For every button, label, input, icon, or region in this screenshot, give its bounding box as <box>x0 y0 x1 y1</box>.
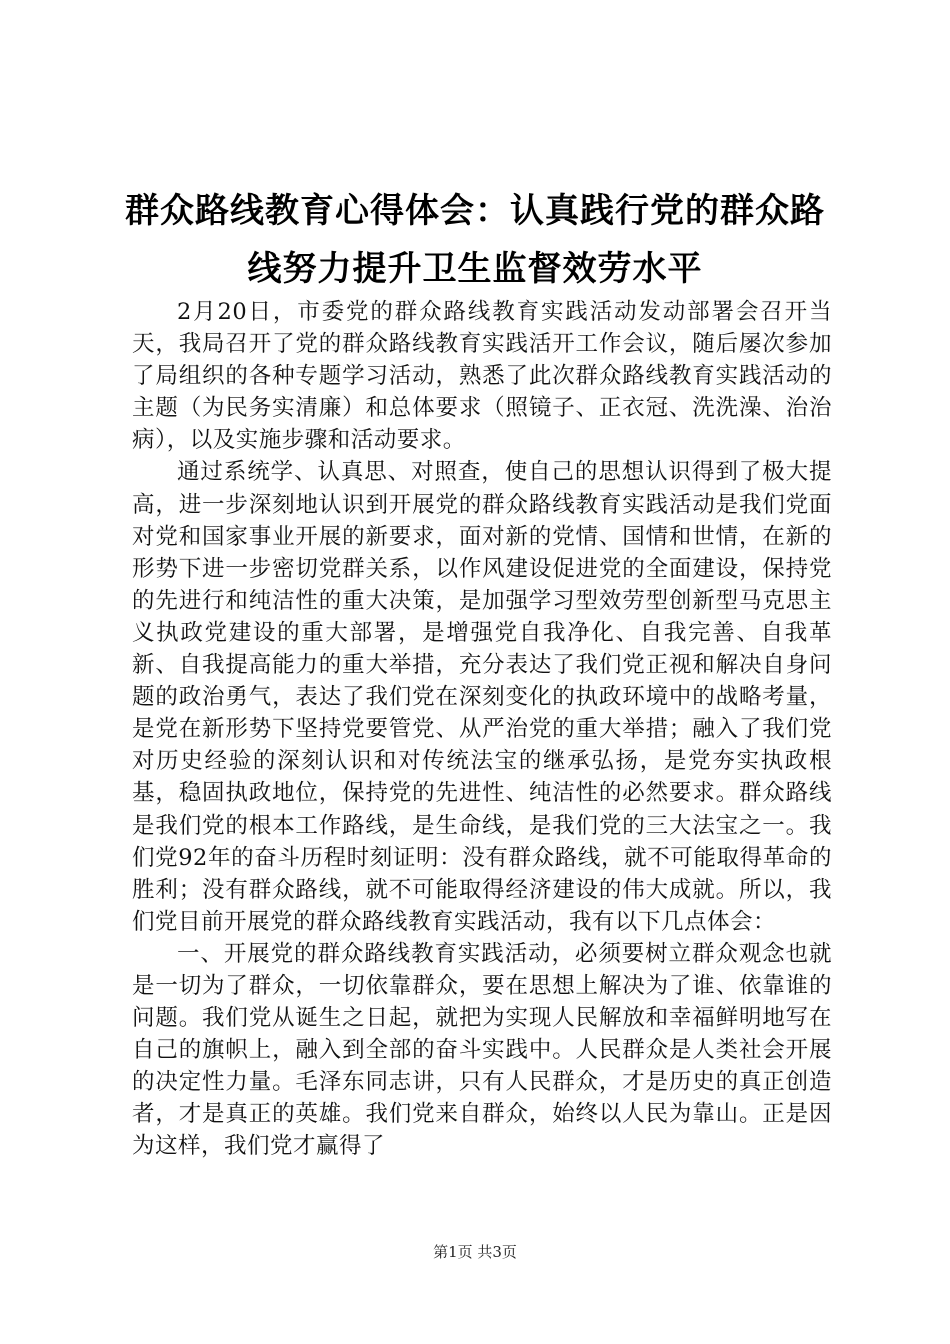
paragraph-reflection: 通过系统学、认真思、对照查，使自己的思想认识得到了极大提高，进一步深刻地认识到开展党的群众路线教育实践活动是我们党面对党和国家事业开展的新要求，面对新的党情、国情和世情，在新的形势下进一步密切党群关系，以作风建设促进党的全面建设，保持党的先进行和纯洁性的重大决策，是加强学习型效劳型创新型马克思主义执政党建设的重大部署，是增强党自我净化、自我完善、自我革新、自我提高能力的重大举措，充分表达了我们党正视和解决自身问题的政治勇气，表达了我们党在深刻变化的执政环境中的战略考量，是党在新形势下坚持党要管党、从严治党的重大举措；融入了我们党对历史经验的深刻认识和对传统法宝的继承弘扬，是党夯实执政根基，稳固执政地位，保持党的先进性、纯洁性的必然要求。群众路线是我们党的根本工作路线，是生命线，是我们党的三大法宝之一。我们党92年的奋斗历程时刻证明：没有群众路线，就不可能取得革命的胜利；没有群众路线，就不可能取得经济建设的伟大成就。所以，我们党目前开展党的群众路线教育实践活动，我有以下几点体会： <box>132 459 832 935</box>
page-footer: 第1页 共3页 <box>433 1243 517 1261</box>
paragraph-intro: 2月20日，市委党的群众路线教育实践活动发动部署会召开当天，我局召开了党的群众路线教育实践活开工作会议，随后屡次参加了局组织的各种专题学习活动，熟悉了此次群众路线教育实践活动的主题（为民务实清廉）和总体要求（照镜子、正衣冠、洗洗澡、治治病），以及实施步骤和活动要求。 <box>132 299 832 454</box>
document-title: 群众路线教育心得体会：认真践行党的群众路线努力提升卫生监督效劳水平 <box>125 191 825 289</box>
document-body <box>132 296 832 1163</box>
paragraph-point-one: 一、开展党的群众路线教育实践活动，必须要树立群众观念也就是一切为了群众，一切依靠群众，要在思想上解决为了谁、依靠谁的问题。我们党从诞生之日起，就把为实现人民解放和幸福鲜明地写在自己的旗帜上，融入到全部的奋斗实践中。人民群众是人类社会开展的决定性力量。毛泽东同志讲，只有人民群众，才是历史的真正创造者，才是真正的英雄。我们党来自群众，始终以人民为靠山。正是因为这样，我们党才赢得了 <box>132 940 832 1160</box>
